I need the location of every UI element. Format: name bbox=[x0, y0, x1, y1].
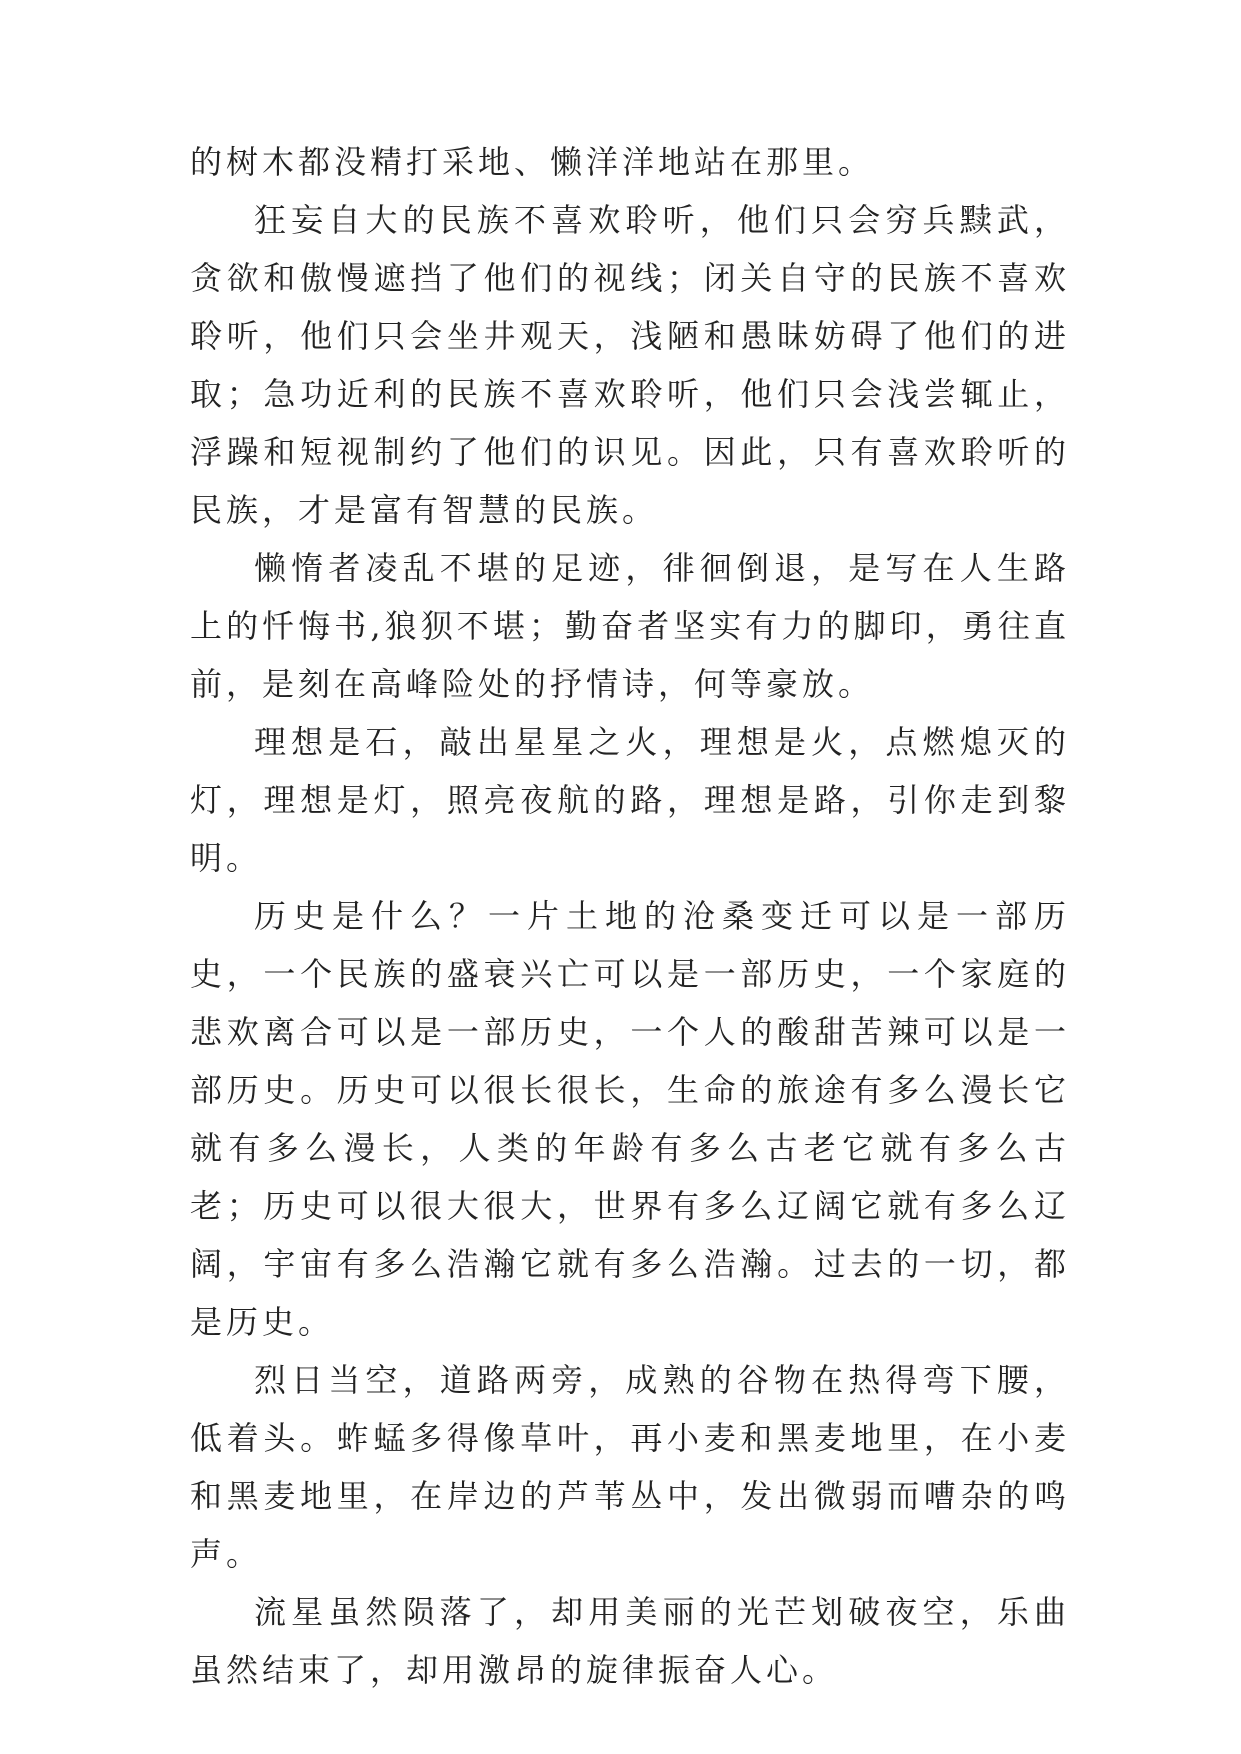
paragraph-6: 烈日当空，道路两旁，成熟的谷物在热得弯下腰，低着头。蚱蜢多得像草叶，再小麦和黑麦地里，在小麦和黑麦地里，在岸边的芦苇丛中，发出微弱而嘈杂的鸣声。 bbox=[190, 1361, 1070, 1573]
paragraph-1: 的树木都没精打采地、懒洋洋地站在那里。 bbox=[190, 143, 875, 181]
paragraph-4: 理想是石，敲出星星之火，理想是火，点燃熄灭的灯，理想是灯，照亮夜航的路，理想是路，引你走到黎明。 bbox=[190, 723, 1070, 877]
paragraph-5: 历史是什么？一片土地的沧桑变迁可以是一部历史，一个民族的盛衰兴亡可以是一部历史，一个家庭的悲欢离合可以是一部历史，一个人的酸甜苦辣可以是一部历史。历史可以很长很长，生命的旅途有多么漫长它就有多么漫长，人类的年龄有多么古老它就有多么古老；历史可以很大很大，世界有多么辽阔它就有多么辽阔，宇宙有多么浩瀚它就有多么浩瀚。过去的一切，都是历史。 bbox=[190, 897, 1070, 1341]
paragraph-7: 流星虽然陨落了，却用美丽的光芒划破夜空，乐曲虽然结束了，却用激昂的旋律振奋人心。 bbox=[190, 1593, 1070, 1689]
paragraph-3: 懒惰者凌乱不堪的足迹，徘徊倒退，是写在人生路上的忏悔书,狼狈不堪；勤奋者坚实有力的脚印，勇往直前，是刻在高峰险处的抒情诗，何等豪放。 bbox=[190, 549, 1070, 703]
document-page bbox=[190, 133, 1070, 1699]
paragraph-2: 狂妄自大的民族不喜欢聆听，他们只会穷兵黩武，贪欲和傲慢遮挡了他们的视线；闭关自守的民族不喜欢聆听，他们只会坐井观天，浅陋和愚昧妨碍了他们的进取；急功近利的民族不喜欢聆听，他们只会浅尝辄止，浮躁和短视制约了他们的识见。因此，只有喜欢聆听的民族，才是富有智慧的民族。 bbox=[190, 201, 1070, 529]
